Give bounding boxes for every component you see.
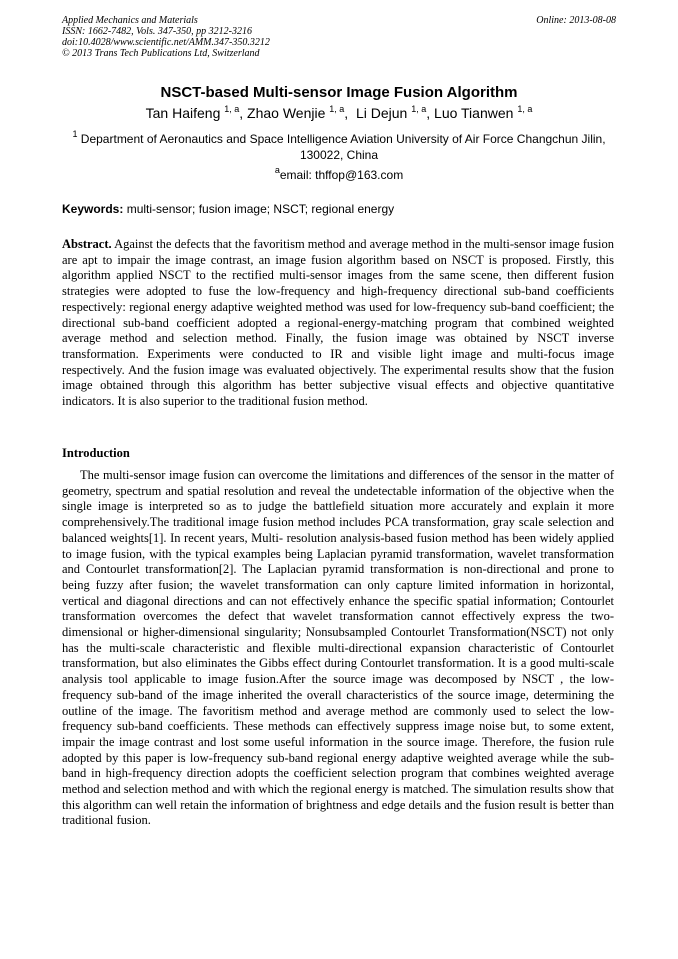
author-affil-mark: 1, a (411, 104, 427, 114)
journal-doi[interactable]: doi:10.4028/www.scientific.net/AMM.347-350.3212 (62, 37, 270, 48)
journal-copyright: © 2013 Trans Tech Publications Ltd, Switzerland (62, 48, 260, 59)
author-name: Tan Haifeng (145, 105, 221, 121)
author-email (62, 165, 616, 182)
author-name: Li Dejun (355, 105, 408, 121)
affiliation (62, 131, 616, 163)
abstract-label: Abstract. (62, 237, 112, 251)
author-affil-mark: 1, a (329, 104, 345, 114)
keywords (62, 202, 616, 216)
introduction-paragraph: The multi-sensor image fusion can overcome the limitations and differences of the sensor in the matter of geometry, spectrum and spatial resolution and reveal the undetectable information of the objective when the single image is interpreted so as to judge the battlefield situation more accurately and explain it more comprehensively.The traditional image fusion method includes PCA transformation, gray scale selection and balanced weights[1]. In recent years, Multi- resolution analysis-based fusion method has been widely applied to image fusion, with the typical examples being Laplacian pyramid transformation, wavelet transformation and Contourlet transformation[2]. The Laplacian pyramid transformation is non-directional and prone to being fuzzy after fusion; the wavelet transformation can only capture limited information in horizontal, vertical and diagonal directions and can not effectively enhance the specific spatial information; Contourlet transformation overcomes the defect that wavelet transformation cannot effectively express the two-dimensional or higher-dimensional singularity; Nonsubsampled Contourlet Transformation(NSCT) not only has the multi-scale characteristic and flexible multi-directional expansion characteristic of Contourlet transformation, but also eliminates the Gibbs effect during Contourlet transformation. It is a good multi-scale analysis tool applicable to image fusion.After the source image was decomposed by NSCT , the low-frequency sub-band of the image inherited the overall characteristics of the source image, determining the outline of the image. The favoritism method and average method are commonly used to select the low-frequency sub-band coefficients. These methods can effectively suppress image noise but, to some extent, impair the image contrast and lost some useful information in the source image. Therefore, the fusion rule adopted by this paper is low-frequency sub-band regional energy adaptive weighted average while the sub-band in high-frequency direction adopts the coefficient selection program that combines weighted average method and selection method and with which the regional energy is matched. The simulation results show that this algorithm can well retain the information of brightness and edge details and the fusion result is better than traditional fusion. (62, 468, 614, 828)
keywords-label: Keywords: (62, 202, 124, 216)
abstract-text: Against the defects that the favoritism method and average method in the multi-sensor image fusion are apt to impair the image contrast, an image fusion algorithm based on NSCT is proposed. Firstly, this algorithm applied NSCT to the rectified multi-sensor images from the same scene, then different fusion strategies were adopted to fuse the low-frequency and high-frequency directional sub-band coefficients respectively: regional energy adaptive weighted method was used for low-frequency sub-band coefficient; the directional sub-band coefficient adopted a regional-energy-matching program that combined weighted average method and selection method. Finally, the fusion image was obtained by NSCT inverse transformation. Experiments were conducted to IR and visible light image and multi-focus image respectively. And the fusion image was evaluated objectively. The experimental results show that the fusion image obtained through this algorithm has better subjective visual effects and objective quantitative indicators. It is also superior to the traditional fusion method. (62, 237, 615, 409)
affiliation-mark: 1 (72, 129, 78, 139)
journal-name: Applied Mechanics and Materials (62, 15, 198, 26)
affiliation-text: Department of Aeronautics and Space Intelligence Aviation University of Air Force Changchun Jilin, 130022, China (80, 132, 606, 162)
email-text[interactable]: email: thffop@163.com (279, 168, 404, 182)
author-name: Zhao Wenjie (247, 105, 326, 121)
keywords-text: multi-sensor; fusion image; NSCT; regional energy (126, 202, 395, 216)
author-name: Luo Tianwen (434, 105, 514, 121)
paper-title: NSCT-based Multi-sensor Image Fusion Algorithm (160, 84, 518, 101)
abstract (62, 237, 614, 410)
journal-info (62, 15, 270, 59)
author-list: Tan Haifeng $^{1, a}$, Zhao Wenjie $^{1, a}$, Li Dejun $^{1, a}$, Luo Tianwen $^{1, a}$ (145, 104, 533, 121)
online-date: Online: 2013-08-08 (536, 15, 616, 26)
section-heading-introduction: Introduction (62, 446, 130, 460)
email-mark: a (274, 165, 280, 175)
author-affil-mark: 1, a (517, 104, 533, 114)
author-affil-mark: 1, a (224, 104, 240, 114)
journal-issn: ISSN: 1662-7482, Vols. 347-350, pp 3212-3216 (62, 26, 252, 37)
